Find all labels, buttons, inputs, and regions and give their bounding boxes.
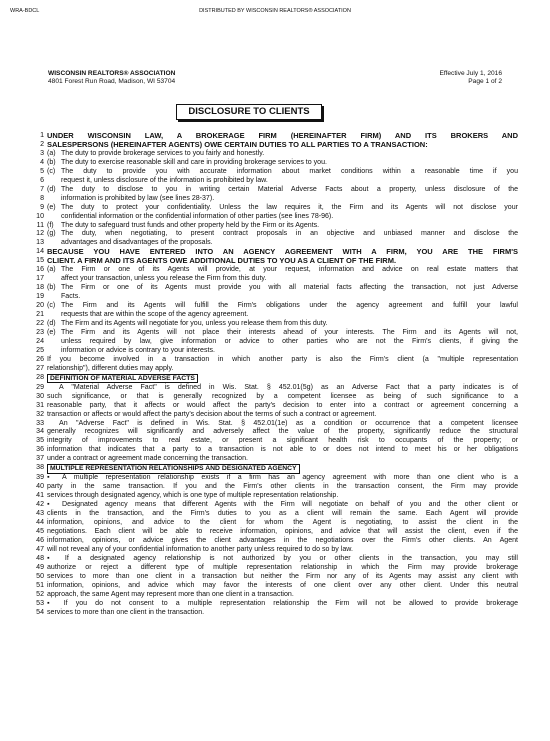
line-number: 25 [36, 346, 44, 354]
line-number: 46 [36, 536, 44, 544]
line-number: 22 [36, 320, 44, 328]
document-line [30, 600, 518, 609]
line-number: 9 [40, 203, 44, 211]
page-indicator: Page 1 of 2 [468, 78, 502, 85]
line-number: 20 [36, 302, 44, 310]
item-letter: (b) [47, 158, 56, 166]
document-line [30, 374, 518, 384]
line-text: The Firm or one of its Agents must provide you with all material facts affecting the transaction, not just Adverse [61, 284, 518, 292]
document-line [30, 384, 518, 393]
document-line [30, 437, 518, 446]
line-number: 2 [40, 140, 44, 148]
line-number: 17 [36, 275, 44, 283]
document-line [30, 302, 518, 311]
line-number: 44 [36, 518, 44, 526]
line-number: 33 [36, 419, 44, 427]
item-letter: (d) [47, 185, 56, 193]
line-number: 52 [36, 590, 44, 598]
item-letter: (b) [47, 284, 56, 292]
document-line [30, 266, 518, 275]
line-text: A "Material Adverse Fact" is defined in Wis. Stat. § 452.01(5g) as an Adverse Fact that a party indicates is of [59, 383, 518, 391]
line-number: 37 [36, 455, 44, 463]
top-distribution-bar [10, 8, 540, 20]
line-number: 28 [36, 373, 44, 381]
line-number: 42 [36, 501, 44, 509]
line-number: 5 [40, 167, 44, 175]
line-text: information or advice is contrary to your interests. [61, 346, 215, 354]
line-text: such significance, or that is generally recognized by a competent licensee as being of such significance to a [47, 392, 518, 400]
line-text: UNDER WISCONSIN LAW, A BROKERAGE FIRM (HEREINAFTER FIRM) AND ITS BROKERS AND [47, 131, 518, 140]
line-text: If you become involved in a transaction in which another party is also the Firm's client (a "multiple representation [47, 355, 518, 363]
line-text: affect your transaction, unless you release the Firm from this duty. [61, 275, 267, 283]
item-letter: (f) [47, 221, 54, 229]
line-number: 35 [36, 437, 44, 445]
line-text: CLIENT. A FIRM AND ITS AGENTS OWE ADDITIONAL DUTIES TO YOU AS A CLIENT OF THE FIRM. [47, 256, 397, 266]
line-number: 10 [36, 212, 44, 220]
item-letter: (d) [47, 320, 56, 328]
item-letter: (c) [47, 302, 56, 310]
line-text: The Firm and its Agents will not place their interests ahead of your interests. The Firm and its Agents will not, [61, 328, 518, 336]
document-line [30, 510, 518, 519]
document-line [30, 564, 518, 573]
document-line [30, 492, 518, 501]
line-text: information, opinions, or advice gives the client advantages in the negotiations over the Firm's other clients. An Agent [47, 536, 518, 544]
effective-block [439, 70, 502, 86]
line-text: The duty to provide you with accurate information about market conditions within a reasonable time if you [61, 167, 518, 175]
line-text: information that indicates that a party to a transaction is not able to or does not intend to meet his or her obligations [47, 446, 518, 454]
line-text: The Firm and its Agents will negotiate for you, unless you release them from this duty. [61, 320, 328, 328]
document-line [30, 186, 518, 195]
line-text: An "Adverse Fact" is defined in Wis. Stat. § 452.01(1e) as a condition or occurrence that a competent licensee [59, 419, 518, 427]
line-number: 30 [36, 392, 44, 400]
line-text: party in the same transaction. If you and the Firm's other clients in the transaction consent, the Firm may provide [47, 483, 518, 491]
document-line [30, 347, 518, 356]
line-number: 11 [36, 221, 44, 229]
item-letter: (e) [47, 203, 56, 211]
line-number: 26 [36, 355, 44, 363]
document-line [30, 591, 518, 600]
item-letter: (a) [47, 266, 56, 274]
line-number: 47 [36, 545, 44, 553]
line-number: 14 [36, 248, 44, 256]
document-line [30, 420, 518, 429]
section-heading-wrap [47, 464, 518, 474]
document-line [30, 455, 518, 464]
line-number: 53 [36, 599, 44, 607]
line-number: 1 [40, 132, 44, 139]
document-line [30, 222, 518, 231]
line-number: 36 [36, 446, 44, 454]
line-number: 50 [36, 572, 44, 580]
document-line [30, 320, 518, 329]
line-text: services to more than one client in the transaction. [47, 608, 205, 616]
line-number: 23 [36, 328, 44, 336]
line-number: 45 [36, 527, 44, 535]
document-line [30, 329, 518, 338]
organization-address: 4801 Forest Run Road, Madison, WI 53704 [48, 78, 176, 85]
line-number: 16 [36, 266, 44, 274]
document-line [30, 293, 518, 302]
document-line [30, 141, 518, 150]
document-line [30, 483, 518, 492]
document-line [30, 464, 518, 474]
line-number: 41 [36, 492, 44, 500]
line-text: approach, the same Agent may represent more than one client in a transaction. [47, 590, 294, 598]
line-number: 31 [36, 401, 44, 409]
line-text: services through designated agency, which is one type of multiple representation relationship. [47, 492, 339, 500]
document-line [30, 177, 518, 186]
document-line [30, 204, 518, 213]
line-number: 32 [36, 410, 44, 418]
line-number: 19 [36, 293, 44, 301]
section-heading: MULTIPLE REPRESENTATION RELATIONSHIPS AND DESIGNATED AGENCY [47, 464, 300, 474]
distributed-by: DISTRIBUTED BY WISCONSIN REALTORS® ASSOCIATION [199, 8, 351, 14]
line-text: integrity of improvements to real estate, or present a significant health risk to occupants of the property; or [47, 437, 518, 445]
line-number: 40 [36, 483, 44, 491]
line-number: 7 [40, 185, 44, 193]
line-number: 24 [36, 337, 44, 345]
document-line [30, 356, 518, 365]
document-line [30, 393, 518, 402]
line-text: unless required by law, give information or advice to other parties who are not the Firm's clients, if giving the [61, 337, 518, 345]
line-number: 8 [40, 194, 44, 202]
line-text: BECAUSE YOU HAVE ENTERED INTO AN AGENCY AGREEMENT WITH A FIRM, YOU ARE THE FIRM'S [47, 247, 518, 257]
line-text: services to more than one client in a transaction but neither the Firm nor any of its Agents may assist any client with [47, 572, 518, 580]
document-line [30, 501, 518, 510]
document-body [30, 132, 518, 617]
document-line [30, 555, 518, 564]
document-line [30, 284, 518, 293]
line-text: will not reveal any of your confidential information to another party unless required to do so by law. [47, 545, 353, 553]
line-number: 29 [36, 383, 44, 391]
line-text: clients in the transaction, and the Firm's duties to you as a client will remain the same. Each Agent will provide [47, 510, 518, 518]
line-number: 21 [36, 311, 44, 319]
line-text: The Firm or one of its Agents will provide, at your request, information and advice on real estate matters that [61, 266, 518, 274]
line-number: 54 [36, 608, 44, 616]
line-number: 18 [36, 284, 44, 292]
line-number: 51 [36, 581, 44, 589]
document-line [30, 365, 518, 374]
line-text: under a contract or agreement made concerning the transaction. [47, 455, 248, 463]
item-letter: (c) [47, 167, 56, 175]
line-number: 38 [36, 464, 44, 472]
document-line [30, 338, 518, 347]
line-number: 12 [36, 230, 44, 238]
line-text: negotiations. Each client will be able to receive information, opinions, and advice that will assist the client, even if the [47, 527, 518, 535]
line-text: The duty, when negotiating, to present contract proposals in an objective and unbiased manner and disclose the [61, 230, 518, 238]
document-line [30, 168, 518, 177]
document-line [30, 257, 518, 266]
document-line [30, 528, 518, 537]
line-text: information, opinions, and advice to the client for whom the Agent is negotiating, to assist the client in the [47, 518, 518, 526]
document-line [30, 195, 518, 204]
item-letter: (e) [47, 328, 56, 336]
document-line [30, 546, 518, 555]
line-number: 34 [36, 428, 44, 436]
document-line [30, 402, 518, 411]
section-heading: DEFINITION OF MATERIAL ADVERSE FACTS [47, 374, 198, 384]
page-title: DISCLOSURE TO CLIENTS [176, 104, 322, 120]
line-text: relationship"), different duties may apply. [47, 364, 174, 372]
line-number: 48 [36, 554, 44, 562]
line-text: information, opinions, and advice which may favor the interests of one client over any other client. Under this neutral [47, 581, 518, 589]
line-text: SALESPERSONS (HEREINAFTER AGENTS) OWE CERTAIN DUTIES TO ALL PARTIES TO A TRANSACTION: [47, 139, 428, 149]
line-text: ▪ Designated agency means that different Agents with the Firm will negotiate on behalf of you and the other client or [47, 501, 518, 509]
effective-date: Effective July 1, 2016 [439, 70, 502, 77]
line-text: authorize or reject a different type of multiple representation relationship in which the Firm may provide brokerage [47, 563, 518, 571]
line-number: 49 [36, 563, 44, 571]
line-text: The duty to protect your confidentiality. Unless the law requires it, the Firm and its Agents will not disclose your [61, 203, 518, 211]
document-line [30, 519, 518, 528]
document-line [30, 428, 518, 437]
document-line [30, 159, 518, 168]
document-line [30, 275, 518, 284]
line-text: Facts. [61, 293, 81, 301]
document-line [30, 230, 518, 239]
item-letter: (a) [47, 149, 56, 157]
document-line [30, 573, 518, 582]
section-heading-wrap [47, 374, 518, 384]
line-text: The duty to safeguard trust funds and other property held by the Firm or its Agents. [61, 221, 320, 229]
line-number: 6 [40, 176, 44, 184]
line-number: 43 [36, 510, 44, 518]
document-line [30, 474, 518, 483]
document-line [30, 150, 518, 159]
line-text: The Firm and its Agents will fulfill the Firm's obligations under the agency agreement and fulfill your lawful [61, 302, 518, 310]
line-number: 3 [40, 149, 44, 157]
form-code: WRA-BDCL [10, 8, 40, 14]
line-number: 27 [36, 364, 44, 372]
line-text: information is prohibited by law (see lines 28-37). [61, 194, 215, 202]
line-text: ▪ If a designated agency relationship is not authorized by you or other clients in the transaction, you may still [47, 554, 518, 562]
document-line [30, 609, 518, 618]
line-text: requests that are within the scope of the agency agreement. [61, 311, 249, 319]
line-text: reasonable party, that it affects or would affect the party's decision to enter into a contract or agreement concerning a [47, 401, 518, 409]
line-number: 4 [40, 158, 44, 166]
line-number: 15 [36, 257, 44, 265]
line-number: 39 [36, 474, 44, 482]
document-line [30, 411, 518, 420]
line-number: 13 [36, 239, 44, 247]
organization-block [48, 70, 175, 86]
item-letter: (g) [47, 230, 56, 238]
document-line [30, 582, 518, 591]
line-text: advantages and disadvantages of the proposals. [61, 239, 213, 247]
line-text: ▪ A multiple representation relationship exists if a firm has an agency agreement with more than one client who is a [47, 474, 518, 482]
line-text: The duty to provide brokerage services to you fairly and honestly. [61, 149, 265, 157]
line-text: request it, unless disclosure of the information is prohibited by law. [61, 176, 268, 184]
line-text: generally recognizes will significantly and adversely affect the value of the property, significantly reduce the structural [47, 428, 518, 436]
line-text: transaction or affects or would affect the party's decision about the terms of such a contract or agreement. [47, 410, 377, 418]
document-line [30, 446, 518, 455]
line-text: The duty to disclose to you in writing certain Material Adverse Facts about a property, unless disclosure of the [61, 185, 518, 193]
organization-name: WISCONSIN REALTORS® ASSOCIATION [48, 70, 176, 77]
line-text: confidential information or the confidential information of other parties (see lines 78-96). [61, 212, 334, 220]
document-line [30, 213, 518, 222]
document-line [30, 537, 518, 546]
line-text: ▪ If you do not consent to a multiple representation relationship the Firm will not be allowed to provide brokerage [47, 599, 518, 607]
line-text: The duty to exercise reasonable skill and care in providing brokerage services to you. [61, 158, 327, 166]
document-line [30, 311, 518, 320]
